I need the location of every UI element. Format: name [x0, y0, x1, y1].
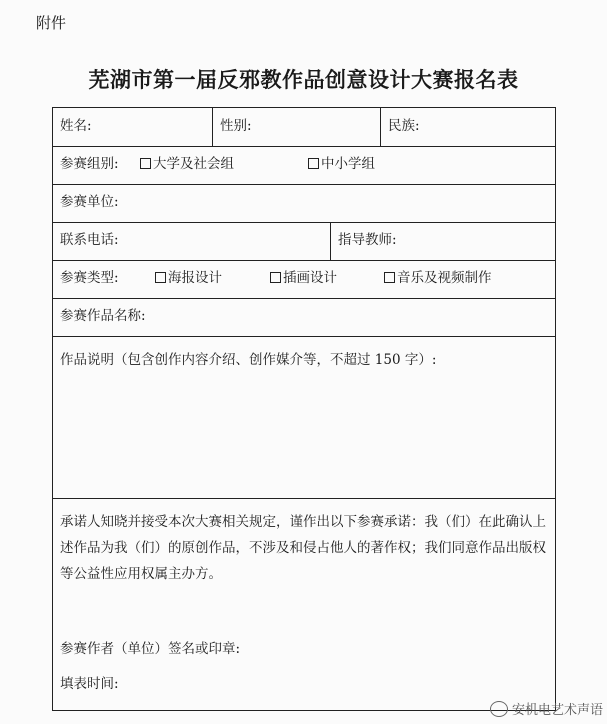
description-field[interactable]: 作品说明（包含创作内容介绍、创作媒介等，不超过 150 字）:	[60, 352, 437, 368]
row-divider	[52, 184, 556, 185]
type-option-poster[interactable]	[155, 272, 222, 286]
column-divider	[380, 107, 381, 146]
type-option-illustration[interactable]	[270, 272, 337, 286]
group-label: 参赛组别:	[60, 156, 119, 172]
checkbox-icon[interactable]	[270, 272, 281, 283]
checkbox-icon[interactable]	[140, 158, 151, 169]
wechat-icon	[490, 701, 508, 717]
row-divider	[52, 298, 556, 299]
ethnicity-field[interactable]: 民族:	[388, 118, 420, 134]
row-divider	[52, 260, 556, 261]
work-name-field[interactable]: 参赛作品名称:	[60, 308, 146, 324]
checkbox-icon[interactable]	[308, 158, 319, 169]
type-option-label: 海报设计	[168, 270, 222, 286]
watermark	[490, 699, 603, 718]
registration-form-table	[52, 107, 556, 711]
promise-text: 承诺人知晓并接受本次大赛相关规定，谨作出以下参赛承诺：我（们）在此确认上述作品为我（们）的原创作品，不涉及和侵占他人的著作权；我们同意作品出版权等公益性应用权属主办方。	[60, 514, 546, 582]
teacher-field[interactable]: 指导教师:	[338, 232, 397, 248]
row-divider	[52, 222, 556, 223]
type-option-label: 音乐及视频制作	[397, 270, 492, 286]
group-option-university[interactable]	[140, 158, 234, 172]
checkbox-icon[interactable]	[384, 272, 395, 283]
checkbox-icon[interactable]	[155, 272, 166, 283]
column-divider	[212, 107, 213, 146]
gender-field[interactable]: 性别:	[220, 118, 252, 134]
date-field[interactable]: 填表时间:	[60, 676, 119, 692]
phone-field[interactable]: 联系电话:	[60, 232, 119, 248]
form-title: 芜湖市第一届反邪教作品创意设计大赛报名表	[88, 67, 519, 92]
name-field[interactable]: 姓名:	[60, 118, 92, 134]
row-divider	[52, 146, 556, 147]
group-option-label: 大学及社会组	[153, 156, 234, 172]
row-divider	[52, 498, 556, 499]
signature-field[interactable]: 参赛作者（单位）签名或印章:	[60, 641, 241, 657]
column-divider	[330, 222, 331, 260]
type-label: 参赛类型:	[60, 270, 119, 286]
attachment-label: 附件	[36, 14, 67, 32]
type-option-video[interactable]	[384, 272, 492, 286]
watermark-text: 安机电艺术声语	[511, 703, 603, 718]
unit-field[interactable]: 参赛单位:	[60, 194, 119, 210]
group-option-label: 中小学组	[321, 156, 375, 172]
type-option-label: 插画设计	[283, 270, 337, 286]
row-divider	[52, 336, 556, 337]
group-option-school[interactable]	[308, 158, 375, 172]
